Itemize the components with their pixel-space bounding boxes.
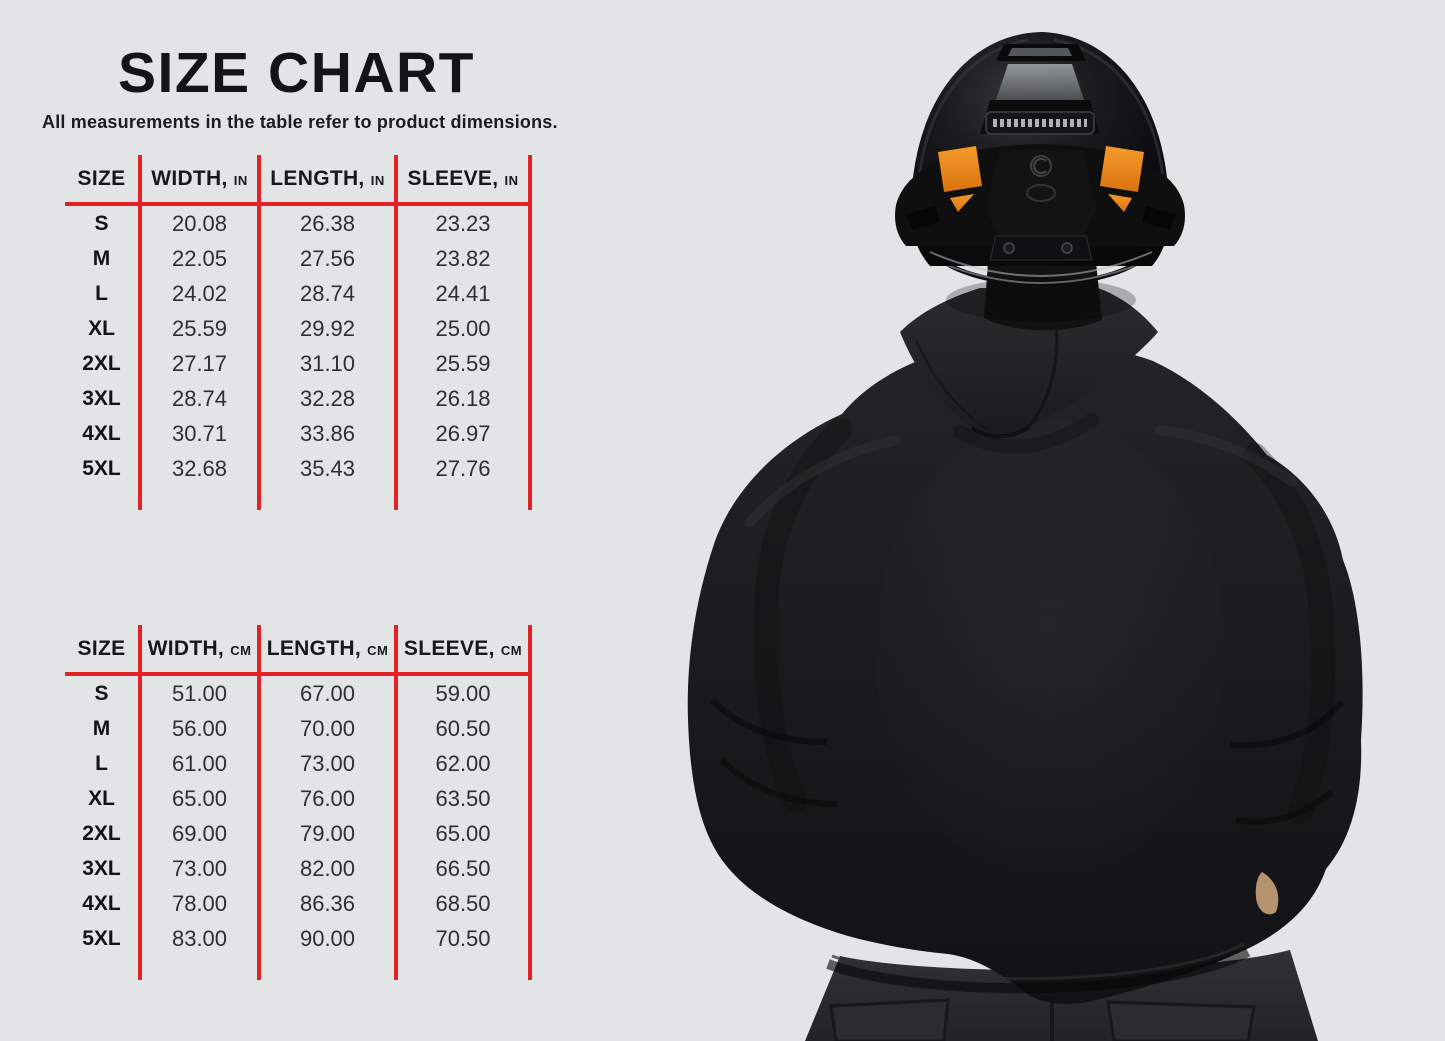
width-cell: 20.08	[140, 204, 259, 241]
table-row	[65, 886, 530, 921]
width-cell: 78.00	[140, 886, 259, 921]
length-cell: 27.56	[259, 241, 396, 276]
sleeve-cell: 62.00	[396, 746, 530, 781]
sleeve-cell: 65.00	[396, 816, 530, 851]
size-cell: L	[65, 746, 140, 781]
table-row	[65, 816, 530, 851]
width-cell: 32.68	[140, 451, 259, 486]
table-row	[65, 416, 530, 451]
sleeve-cell: 70.50	[396, 921, 530, 956]
length-cell: 31.10	[259, 346, 396, 381]
table-row	[65, 746, 530, 781]
header-length: LENGTH, IN	[259, 155, 396, 204]
table-row	[65, 674, 530, 711]
table-row	[65, 276, 530, 311]
sleeve-cell: 63.50	[396, 781, 530, 816]
size-cell: S	[65, 204, 140, 241]
size-cell: 4XL	[65, 416, 140, 451]
model-photo-graphic	[600, 0, 1445, 1041]
length-cell: 70.00	[259, 711, 396, 746]
length-cell: 73.00	[259, 746, 396, 781]
length-cell: 67.00	[259, 674, 396, 711]
page-subtitle: All measurements in the table refer to product dimensions.	[42, 112, 558, 132]
size-cell: 5XL	[65, 451, 140, 486]
size-cell: S	[65, 674, 140, 711]
size-cell: 5XL	[65, 921, 140, 956]
width-cell: 51.00	[140, 674, 259, 711]
table-row	[65, 241, 530, 276]
table-row	[65, 921, 530, 956]
table-row	[65, 346, 530, 381]
width-cell: 25.59	[140, 311, 259, 346]
width-cell: 24.02	[140, 276, 259, 311]
header-sleeve: SLEEVE, IN	[396, 155, 530, 204]
length-cell: 26.38	[259, 204, 396, 241]
table-row	[65, 204, 530, 241]
unit-label: CM	[230, 642, 252, 658]
header-size: SIZE	[65, 155, 140, 204]
size-cell: 3XL	[65, 851, 140, 886]
width-cell: 22.05	[140, 241, 259, 276]
size-cell: XL	[65, 781, 140, 816]
table-spacer-row	[65, 486, 530, 510]
sleeve-cell: 60.50	[396, 711, 530, 746]
width-cell: 61.00	[140, 746, 259, 781]
size-cell: 2XL	[65, 346, 140, 381]
size-cell: 3XL	[65, 381, 140, 416]
length-cell: 79.00	[259, 816, 396, 851]
table-row	[65, 851, 530, 886]
length-cell: 28.74	[259, 276, 396, 311]
sleeve-cell: 68.50	[396, 886, 530, 921]
table-row	[65, 781, 530, 816]
size-table-inches	[65, 155, 532, 510]
header-sleeve: SLEEVE, CM	[396, 625, 530, 674]
sleeve-cell: 59.00	[396, 674, 530, 711]
width-cell: 28.74	[140, 381, 259, 416]
width-cell: 56.00	[140, 711, 259, 746]
sleeve-cell: 24.41	[396, 276, 530, 311]
header-width: WIDTH, CM	[140, 625, 259, 674]
model-photo	[600, 0, 1445, 1041]
sleeve-cell: 27.76	[396, 451, 530, 486]
length-cell: 33.86	[259, 416, 396, 451]
width-cell: 65.00	[140, 781, 259, 816]
length-cell: 76.00	[259, 781, 396, 816]
table-row	[65, 451, 530, 486]
width-cell: 69.00	[140, 816, 259, 851]
sleeve-cell: 25.59	[396, 346, 530, 381]
length-cell: 35.43	[259, 451, 396, 486]
helmet-graphic	[895, 32, 1185, 322]
size-cell: 4XL	[65, 886, 140, 921]
width-cell: 73.00	[140, 851, 259, 886]
length-cell: 86.36	[259, 886, 396, 921]
table-row	[65, 381, 530, 416]
table-header-row	[65, 155, 530, 204]
header-length: LENGTH, CM	[259, 625, 396, 674]
size-cell: M	[65, 241, 140, 276]
table-row	[65, 311, 530, 346]
table-spacer-row	[65, 956, 530, 980]
width-cell: 27.17	[140, 346, 259, 381]
size-table-cm	[65, 625, 532, 980]
unit-label: IN	[504, 172, 519, 188]
width-cell: 30.71	[140, 416, 259, 451]
sleeve-cell: 26.18	[396, 381, 530, 416]
width-cell: 83.00	[140, 921, 259, 956]
size-cell: XL	[65, 311, 140, 346]
size-cell: 2XL	[65, 816, 140, 851]
size-cell: L	[65, 276, 140, 311]
unit-label: IN	[370, 172, 385, 188]
length-cell: 82.00	[259, 851, 396, 886]
header-width: WIDTH, IN	[140, 155, 259, 204]
header-size: SIZE	[65, 625, 140, 674]
sleeve-cell: 66.50	[396, 851, 530, 886]
unit-label: CM	[367, 642, 389, 658]
unit-label: IN	[233, 172, 248, 188]
sleeve-cell: 23.23	[396, 204, 530, 241]
size-cell: M	[65, 711, 140, 746]
sleeve-cell: 25.00	[396, 311, 530, 346]
page-title: SIZE CHART	[118, 41, 475, 105]
unit-label: CM	[500, 642, 523, 658]
table-header-row	[65, 625, 530, 674]
length-cell: 29.92	[259, 311, 396, 346]
sleeve-cell: 26.97	[396, 416, 530, 451]
sleeve-cell: 23.82	[396, 241, 530, 276]
length-cell: 32.28	[259, 381, 396, 416]
table-row	[65, 711, 530, 746]
length-cell: 90.00	[259, 921, 396, 956]
